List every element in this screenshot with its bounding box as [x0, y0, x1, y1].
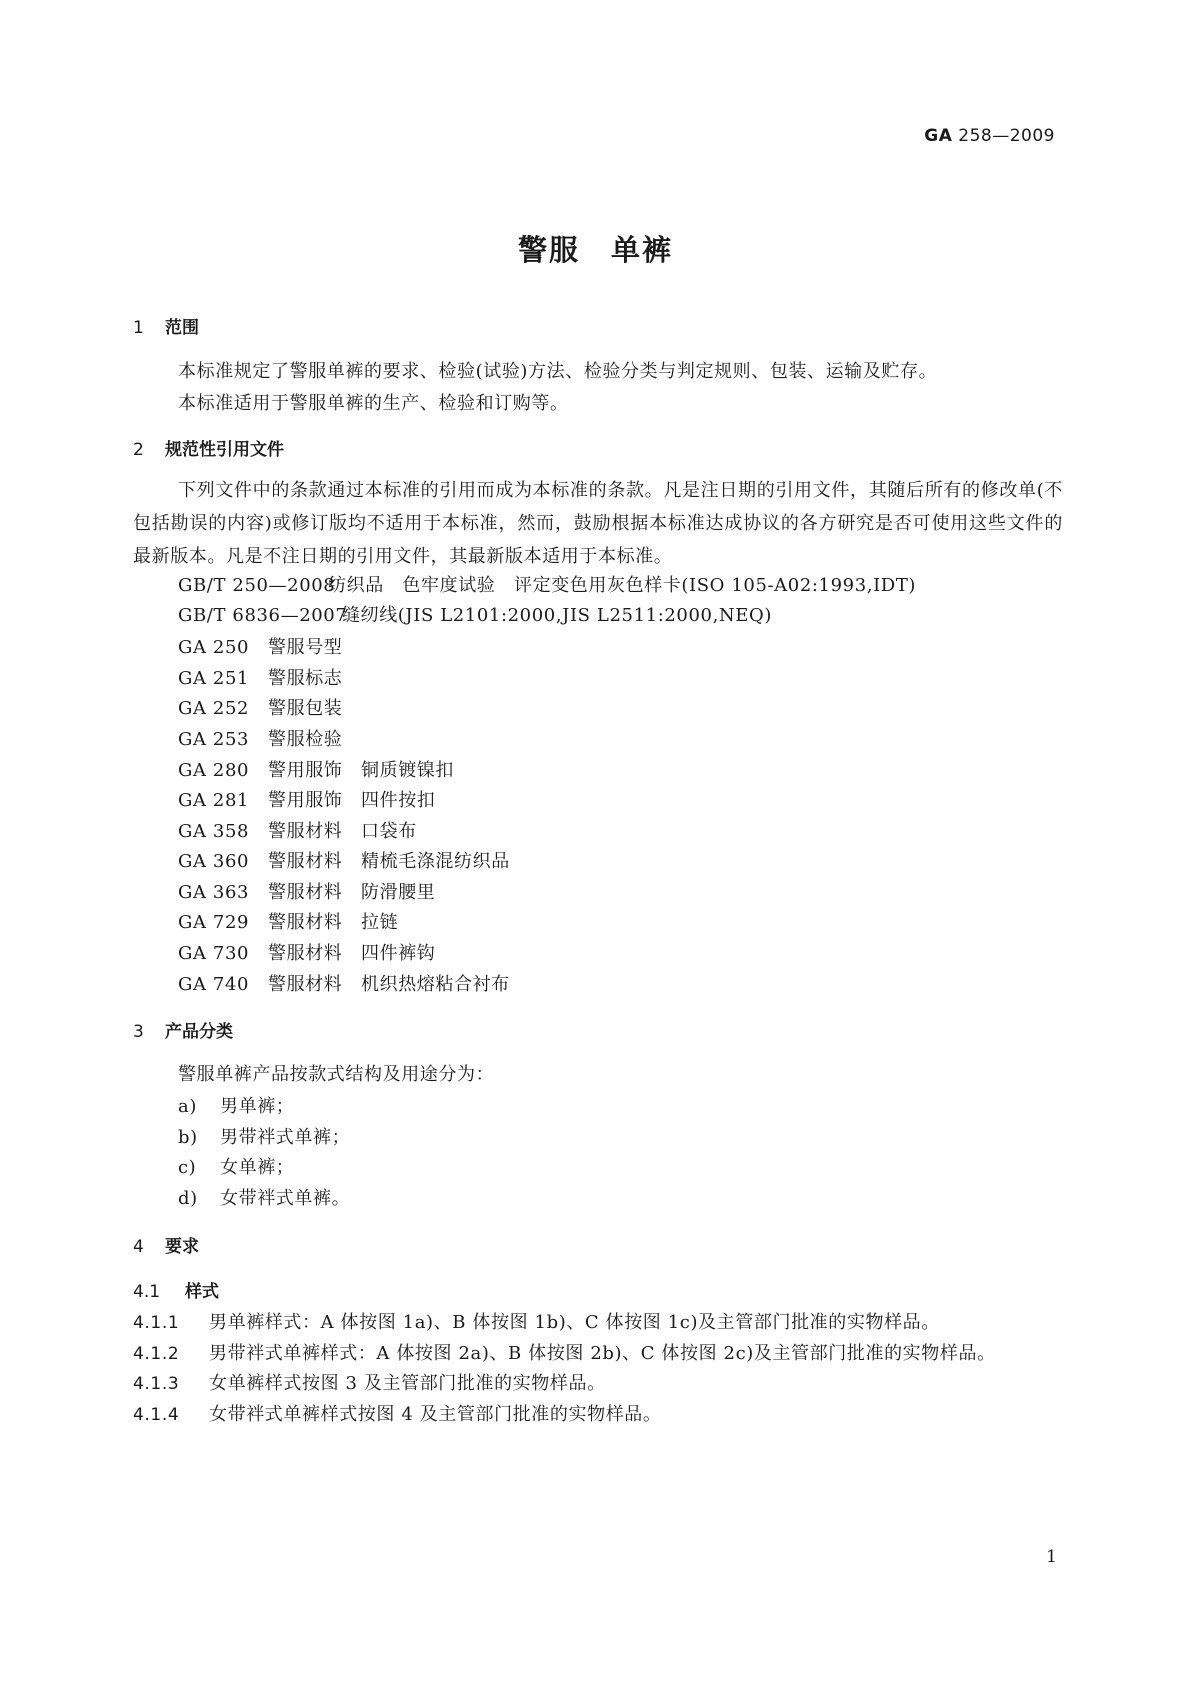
list-marker: b) — [178, 1127, 198, 1148]
reference-code: GA 740 — [178, 974, 250, 995]
subsection-title: 样式 — [185, 1282, 219, 1302]
reference-code: GA 358 — [178, 821, 250, 842]
reference-title: 警服材料 精梳毛涤混纺织品 — [268, 851, 510, 872]
reference-item — [178, 786, 435, 812]
reference-code: GA 360 — [178, 851, 250, 872]
reference-item — [178, 694, 342, 720]
list-item — [178, 1123, 350, 1149]
section-2-heading — [133, 435, 284, 460]
reference-title: 警服号型 — [268, 637, 343, 658]
clause-number: 4.1.3 — [133, 1374, 180, 1394]
reference-title: 警服包装 — [268, 698, 343, 719]
list-text: 男带袢式单裤； — [220, 1127, 351, 1148]
reference-title: 警用服饰 四件按扣 — [268, 790, 436, 811]
classification-intro: 警服单裤产品按款式结构及用途分为： — [178, 1064, 495, 1085]
reference-code: GA 252 — [178, 698, 250, 719]
reference-title: 警服标志 — [268, 668, 343, 689]
reference-code: GA 280 — [178, 760, 250, 781]
reference-title: 警服检验 — [268, 729, 343, 750]
section-1-heading — [133, 313, 199, 338]
list-marker: a) — [178, 1096, 197, 1117]
reference-item — [178, 571, 916, 597]
references-intro: 下列文件中的条款通过本标准的引用而成为本标准的条款。凡是注日期的引用文件，其随后所有的修改单(不包括勘误的内容)或修订版均不适用于本标准，然而，鼓励根据本标准达成协议的各方研究是否可使用这些文件的最新版本。凡是不注日期的引用文件，其最新版本适用于本标准。 — [133, 480, 1063, 567]
reference-item — [178, 664, 342, 690]
section-4-heading — [133, 1232, 199, 1257]
reference-item — [178, 970, 510, 996]
scope-paragraph-1: 本标准规定了警服单裤的要求、检验(试验)方法、检验分类与判定规则、包装、运输及贮存。 — [178, 361, 938, 382]
reference-title: 警服材料 机织热熔粘合衬布 — [268, 974, 510, 995]
reference-item — [178, 908, 398, 934]
list-text: 女单裤； — [220, 1157, 295, 1178]
section-title: 产品分类 — [165, 1022, 233, 1042]
subsection-4-1-heading — [133, 1277, 219, 1302]
scope-paragraph-2: 本标准适用于警服单裤的生产、检验和订购等。 — [178, 393, 569, 414]
section-number: 2 — [133, 440, 144, 460]
reference-item — [178, 601, 772, 627]
section-title: 要求 — [165, 1237, 199, 1257]
reference-item — [178, 725, 342, 751]
standard-prefix: GA — [924, 126, 953, 146]
reference-code: GA 363 — [178, 882, 250, 903]
page-number: 1 — [1046, 1547, 1057, 1567]
reference-title: 警服材料 防滑腰里 — [268, 882, 436, 903]
clause-4-1-3 — [133, 1369, 606, 1395]
list-text: 女带袢式单裤。 — [220, 1188, 351, 1209]
clause-4-1-1 — [133, 1308, 940, 1334]
reference-item — [178, 817, 417, 843]
clause-text: 男带袢式单裤样式：A 体按图 2a)、B 体按图 2b)、C 体按图 2c)及主管部门批准的实物样品。 — [209, 1343, 996, 1364]
reference-code: GB/T 6836—2007 — [178, 605, 348, 626]
reference-code: GA 281 — [178, 790, 250, 811]
reference-item — [178, 847, 510, 873]
list-marker: c) — [178, 1157, 197, 1178]
reference-title: 警服材料 口袋布 — [268, 821, 417, 842]
clause-number: 4.1.4 — [133, 1405, 180, 1425]
clause-text: 男单裤样式：A 体按图 1a)、B 体按图 1b)、C 体按图 1c)及主管部门批准的实物样品。 — [209, 1312, 940, 1333]
reference-item — [178, 756, 454, 782]
reference-title: 缝纫线(JIS L2101:2000,JIS L2511:2000,NEQ) — [342, 605, 772, 626]
clause-4-1-2 — [133, 1339, 996, 1365]
section-3-heading — [133, 1017, 233, 1042]
list-item — [178, 1092, 294, 1118]
list-item — [178, 1184, 350, 1210]
reference-code: GA 730 — [178, 943, 250, 964]
standard-code — [924, 126, 1055, 146]
standard-number: 258—2009 — [958, 126, 1055, 146]
reference-item — [178, 878, 435, 904]
document-title: 警服 单裤 — [517, 233, 673, 267]
reference-code: GB/T 250—2008 — [178, 575, 336, 596]
reference-code: GA 729 — [178, 912, 250, 933]
reference-item — [178, 939, 435, 965]
clause-number: 4.1.2 — [133, 1344, 180, 1364]
reference-code: GA 251 — [178, 668, 250, 689]
clause-number: 4.1.1 — [133, 1313, 180, 1333]
clause-4-1-4 — [133, 1400, 662, 1426]
reference-title: 警用服饰 铜质镀镍扣 — [268, 760, 454, 781]
list-text: 男单裤； — [220, 1096, 295, 1117]
section-number: 1 — [133, 318, 144, 338]
reference-code: GA 250 — [178, 637, 250, 658]
list-item — [178, 1153, 294, 1179]
list-marker: d) — [178, 1188, 198, 1209]
reference-title: 警服材料 拉链 — [268, 912, 399, 933]
reference-title: 纺织品 色牢度试验 评定变色用灰色样卡(ISO 105-A02:1993,IDT) — [328, 575, 917, 596]
clause-text: 女带袢式单裤样式按图 4 及主管部门批准的实物样品。 — [209, 1404, 662, 1425]
reference-title: 警服材料 四件裤钩 — [268, 943, 436, 964]
subsection-number: 4.1 — [133, 1282, 161, 1302]
clause-text: 女单裤样式按图 3 及主管部门批准的实物样品。 — [209, 1373, 606, 1394]
reference-code: GA 253 — [178, 729, 250, 750]
section-title: 范围 — [165, 318, 199, 338]
section-title: 规范性引用文件 — [165, 440, 284, 460]
section-number: 3 — [133, 1022, 144, 1042]
reference-item — [178, 633, 342, 659]
section-number: 4 — [133, 1237, 144, 1257]
